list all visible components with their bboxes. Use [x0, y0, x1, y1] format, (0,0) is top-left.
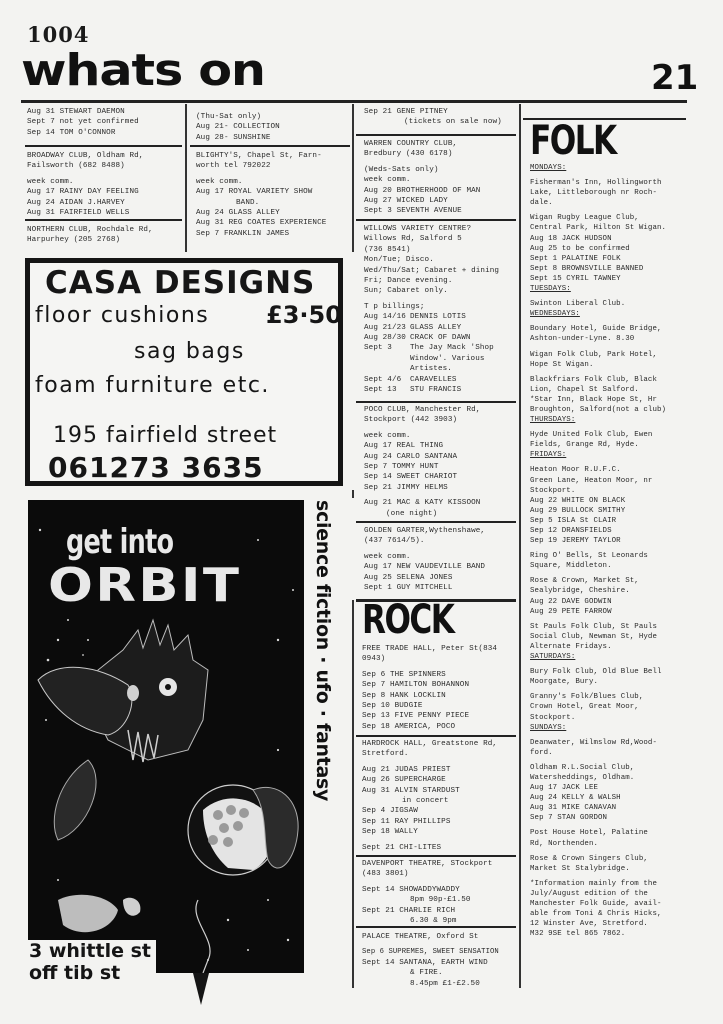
day-heading-fridays: FRIDAYS:: [530, 451, 567, 460]
folk-heading: FOLK: [530, 118, 616, 164]
venue-golden-garter: [364, 526, 516, 593]
event-line: Aug 25 SELENA JONES: [364, 573, 453, 582]
event-line: Sep 7 TOMMY HUNT: [364, 463, 439, 472]
event-line: Aug 17 ROYAL VARIETY SHOW: [196, 188, 313, 197]
section-rule: [356, 134, 516, 136]
day-heading-thursdays: THURSDAYS:: [530, 416, 576, 425]
venue-name: WILLOWS VARIETY CENTRE?: [364, 225, 472, 233]
section-rule: [356, 926, 516, 928]
event-line: Sep 18 AMERICA, POCO: [362, 722, 456, 731]
listing-line: Sep 14 TOM O'CONNOR: [27, 128, 116, 137]
week-note: week comm.: [27, 177, 74, 186]
venue-hardrock-hall: [362, 739, 516, 853]
event-line: Sep 7 FRANKLIN JAMES: [196, 229, 290, 238]
venue-address: Bredbury (430 6178): [364, 150, 453, 159]
billing-act: GLASS ALLEY: [410, 323, 462, 332]
folk-line: Sept 8 BROWNSVILLE BANNED: [530, 264, 644, 273]
folk-line: Ring O' Bells, St Leonards: [530, 552, 648, 561]
week-note: week comm.: [364, 552, 411, 561]
venue-name: WARREN COUNTRY CLUB,: [364, 140, 458, 148]
folk-venue: [530, 551, 690, 571]
footnote-line: July/August edition of the: [530, 889, 648, 898]
folk-line: Social Club, Newman St, Hyde: [530, 632, 657, 641]
schedule-line: Fri; Dance evening.: [364, 277, 453, 286]
billing-row: [364, 343, 516, 353]
event-line: Aug 17 REAL THING: [364, 442, 444, 451]
billing-act: Artistes.: [410, 365, 452, 374]
event-line: BAND.: [236, 198, 260, 207]
section-rule: [25, 219, 182, 221]
gene-pitney-listing: [364, 107, 516, 128]
advert-address: 195 fairfield street: [53, 423, 278, 448]
event-line: Sept 14 SANTANA, EARTH WIND: [362, 958, 488, 967]
folk-line: Alternate Fridays.: [530, 642, 612, 651]
venue-broadway-club: [27, 151, 183, 218]
folk-line: Blackfriars Folk Club, Black: [530, 375, 657, 384]
event-line: Sep 10 BUDGIE: [362, 702, 423, 711]
venue-northern-club: [27, 225, 183, 246]
folk-line: Square, Middleton.: [530, 562, 612, 571]
event-line: Sep 8 HANK LOCKLIN: [362, 691, 446, 700]
event-line: Aug 21 JUDAS PRIEST: [362, 765, 451, 774]
column-divider: [185, 104, 187, 252]
folk-venue: [530, 828, 690, 848]
section-rule: [356, 855, 516, 857]
event-line: Sept 21 CHARLIE RICH: [362, 906, 456, 915]
day-heading-mondays: MONDAYS:: [530, 164, 567, 172]
week-note: week comm.: [196, 177, 243, 186]
folk-line: Fields, Grange Rd, Hyde.: [530, 441, 639, 450]
folk-listings: [530, 163, 690, 939]
column-divider: [352, 600, 354, 988]
venue-note: week comm.: [364, 176, 411, 185]
folk-line: Sep 19 JEREMY TAYLOR: [530, 537, 621, 546]
folk-line: Aug 22 WHITE ON BLACK: [530, 496, 626, 505]
folk-line: Heaton Moor R.U.F.C.: [530, 466, 621, 475]
folk-line: Aug 22 DAVE GODWIN: [530, 597, 612, 606]
folk-line: Stockport.: [530, 713, 576, 722]
event-line: Aug 17 RAINY DAY FEELING: [27, 188, 139, 197]
event-note: & FIRE.: [410, 969, 443, 978]
event-line: Sep 7 HAMILTON BOHANNON: [362, 681, 470, 690]
billing-date: Aug 14/16: [364, 313, 406, 322]
venue-free-trade-hall: [362, 644, 516, 732]
event-note: (one night): [386, 509, 438, 518]
billing-date: Aug 28/30: [364, 334, 406, 343]
event-line: Aug 31 ALVIN STARDUST: [362, 786, 460, 795]
venue-warren-country-club: [364, 139, 516, 217]
event-line: Sep 18 WALLY: [362, 828, 418, 837]
folk-line: Granny's Folk/Blues Club,: [530, 693, 644, 702]
schedule-line: Mon/Tue; Disco.: [364, 256, 434, 265]
folk-line: *Star Inn, Black Hope St, Hr: [530, 395, 657, 404]
orbit-side-caption: science fiction · ufo · fantasy: [312, 500, 334, 802]
venue-address: Stretford.: [362, 750, 409, 759]
event-line: Sept 21 CHI-LITES: [362, 843, 442, 852]
folk-line: Central Park, Hilton St Wigan.: [530, 224, 667, 233]
billing-row: [364, 364, 516, 374]
advert-line: foam furniture etc.: [35, 373, 270, 398]
billing-row: [364, 385, 516, 395]
venue-poco-club: [364, 405, 516, 519]
folk-line: Post House Hotel, Palatine: [530, 829, 648, 838]
folk-line: Broughton, Salford(not a club): [530, 405, 667, 414]
event-line: Aug 24 GLASS ALLEY: [196, 209, 280, 218]
day-heading-saturdays: SATURDAYS:: [530, 653, 576, 662]
event-line: Sep 14 SWEET CHARIOT: [364, 473, 458, 482]
footnote-line: Manchester Folk Guide, avail-: [530, 900, 662, 908]
folk-line: Lion, Chapel St Salford.: [530, 385, 639, 394]
venue-phone: (736 8541): [364, 245, 411, 254]
venue-note: (Weds-Sats only): [364, 165, 439, 174]
event-line: Sep 11 RAY PHILLIPS: [362, 817, 451, 826]
event-line: Sep 21 JIMMY HELMS: [364, 483, 448, 492]
day-heading-sundays: SUNDAYS:: [530, 723, 567, 732]
folk-venue: [530, 667, 690, 687]
folk-line: Hyde United Folk Club, Ewen: [530, 431, 653, 440]
folk-line: Fisherman's Inn, Hollingworth: [530, 179, 662, 188]
folk-line: dale.: [530, 199, 553, 208]
advert-phone: 061273 3635: [48, 451, 264, 484]
billing-row: [364, 323, 516, 333]
listing-line: (Thu-Sat only): [196, 113, 262, 121]
event-note: in concert: [402, 797, 449, 806]
advert-title: CASA DESIGNS: [45, 265, 316, 301]
event-line: Aug 24 AIDAN J.HARVEY: [27, 198, 125, 207]
address-line: 3 whittle st: [29, 940, 151, 962]
schedule-line: Wed/Thu/Sat; Cabaret + dining: [364, 266, 500, 275]
venue-phone: (483 3801): [362, 870, 409, 879]
event-line: Aug 20 BROTHERHOOD OF MAN: [364, 186, 481, 195]
folk-line: Swinton Liberal Club.: [530, 300, 626, 309]
footnote-line: *Information mainly from the: [530, 879, 657, 888]
billing-date: [364, 364, 410, 374]
day-heading-tuesdays: TUESDAYS:: [530, 285, 571, 294]
billing-row: [364, 312, 516, 322]
listing-line: Aug 28- SUNSHINE: [196, 133, 271, 142]
folk-venue: [530, 178, 690, 208]
rock-heading: ROCK: [362, 597, 454, 643]
orbit-advert: [28, 500, 304, 973]
venue-address: Willows Rd, Salford 5: [364, 235, 462, 244]
venue-name: PALACE THEATRE, Oxford St: [362, 933, 479, 941]
footnote-line: 12 Winster Ave, Stretford.: [530, 920, 648, 929]
section-rule: [356, 401, 516, 403]
col1-top-listing: [27, 107, 183, 138]
folk-line: Rd, Northenden.: [530, 839, 599, 848]
venue-name: GOLDEN GARTER,Wythenshawe,: [364, 527, 486, 535]
section-rule: [356, 521, 516, 523]
billing-act: The Jay Mack 'Shop: [410, 344, 494, 353]
folk-line: Hope St Wigan.: [530, 360, 594, 369]
billing-act: DENNIS LOTIS: [410, 313, 466, 322]
folk-venue: [530, 324, 690, 344]
event-line: Sept 14 SHOWADDYWADDY: [362, 885, 460, 894]
folk-line: Aug 29 PETE FARROW: [530, 607, 612, 616]
venue-name: POCO CLUB, Manchester Rd,: [364, 406, 481, 414]
billing-date: Sept 13: [364, 386, 397, 395]
folk-line: Sept 15 CYRIL TAWNEY: [530, 274, 621, 283]
folk-line: Sealybridge, Cheshire.: [530, 587, 630, 596]
event-line: Sept 1 GUY MITCHELL: [364, 584, 453, 593]
column-divider: [519, 104, 521, 988]
day-heading-wednesdays: WEDNESDAYS:: [530, 310, 580, 319]
folk-venue: [530, 465, 690, 546]
orbit-title: ORBIT: [48, 558, 242, 612]
billing-row: [364, 375, 516, 385]
billing-act: Window'. Various: [410, 354, 485, 363]
footnote-line: M32 9SE tel 865 7862.: [530, 930, 626, 939]
venue-address: Harpurhey (205 2768): [27, 236, 121, 245]
folk-venue: [530, 763, 690, 824]
folk-venue: [530, 350, 690, 370]
rocket-tip-decoration: [193, 973, 209, 1005]
column-divider: [352, 104, 354, 252]
week-note: week comm.: [364, 431, 411, 440]
masthead-title: whats on: [21, 45, 265, 96]
folk-line: Ashton-under-Lyne. 8.30: [530, 335, 635, 344]
folk-venue: [530, 576, 690, 616]
event-line: Aug 26 SUPERCHARGE: [362, 776, 446, 785]
venue-phone: 0943): [362, 655, 386, 664]
folk-line: Deanwater, Wilmslow Rd,Wood-: [530, 738, 657, 747]
billing-row: [364, 354, 516, 364]
folk-line: Rose & Crown, Market St,: [530, 577, 639, 586]
orbit-address: [25, 940, 156, 992]
event-line: Sep 21 GENE PITNEY: [364, 108, 448, 116]
event-line: Aug 27 WICKED LADY: [364, 197, 448, 206]
casa-designs-advert: [25, 258, 343, 486]
listing-line: Aug 21- COLLECTION: [196, 123, 280, 132]
folk-footnote: [530, 879, 690, 940]
issue-number: 1004: [27, 22, 90, 47]
folk-line: Aug 24 KELLY & WALSH: [530, 794, 621, 803]
folk-line: Watersheddings, Oldham.: [530, 773, 635, 782]
billing-label: T p billings;: [364, 302, 425, 311]
folk-line: Sep 5 ISLA St CLAIR: [530, 516, 617, 525]
folk-venue: [530, 622, 690, 652]
folk-line: Aug 18 JACK HUDSON: [530, 234, 612, 243]
folk-line: Crown Hotel, Great Moor,: [530, 703, 639, 712]
event-line: Aug 31 REG COATES EXPERIENCE: [196, 219, 327, 228]
event-line: Aug 24 CARLO SANTANA: [364, 452, 458, 461]
section-rule: [356, 219, 516, 221]
billing-date: Sept 3: [364, 344, 392, 353]
folk-line: Aug 17 JACK LEE: [530, 784, 599, 793]
address-line: off tib st: [29, 962, 121, 984]
section-rule: [356, 735, 516, 737]
advert-line: sag bags: [134, 339, 245, 364]
venue-address: worth tel 792022: [196, 162, 271, 171]
venue-name: BROADWAY CLUB, Oldham Rd,: [27, 152, 144, 160]
billing-date: Aug 21/23: [364, 323, 406, 332]
billing-date: Sept 4/6: [364, 375, 402, 384]
col2-top-listing: [196, 112, 350, 143]
event-line: Sep 4 JIGSAW: [362, 807, 418, 816]
event-note: (tickets on sale now): [404, 118, 502, 127]
venue-phone: (437 7614/5).: [364, 537, 425, 546]
event-line: Sep 6 SUPREMES, SWEET SENSATION: [362, 948, 499, 957]
folk-line: Oldham R.L.Social Club,: [530, 763, 635, 772]
event-note: 8.45pm £1-£2.50: [410, 979, 480, 988]
folk-venue: [530, 738, 690, 758]
schedule-line: Sun; Cabaret only.: [364, 287, 448, 296]
event-note: 8pm 90p-£1.50: [410, 896, 471, 905]
folk-line: Sep 12 DRANSFIELDS: [530, 527, 612, 535]
header-rule: [21, 100, 687, 103]
venue-name: FREE TRADE HALL, Peter St(834: [362, 645, 498, 653]
venue-name: DAVENPORT THEATRE, STockport: [362, 860, 493, 868]
event-line: Sep 6 THE SPINNERS: [362, 670, 446, 679]
venue-palace-theatre: [362, 932, 518, 989]
folk-line: Moorgate, Bury.: [530, 678, 599, 687]
folk-venue: [530, 692, 690, 722]
folk-line: Sept 1 PALATINE FOLK: [530, 254, 621, 263]
venue-name: HARDROCK HALL, Greatstone Rd,: [362, 740, 498, 748]
venue-willows-variety-centre: [364, 224, 516, 396]
venue-name: NORTHERN CLUB, Rochdale Rd,: [27, 226, 153, 234]
listing-line: Aug 31 STEWART DAEMON: [27, 108, 125, 116]
orbit-tagline: get into: [66, 522, 174, 562]
folk-line: Boundary Hotel, Guide Bridge,: [530, 325, 662, 334]
event-line: Aug 21 MAC & KATY KISSOON: [364, 499, 481, 508]
venue-address: Failsworth (682 8488): [27, 162, 125, 171]
folk-line: Wigan Folk Club, Park Hotel,: [530, 350, 657, 359]
advert-price: £3·50: [266, 301, 342, 329]
folk-line: Lake, Littleborough nr Roch-: [530, 189, 657, 198]
billing-act: CARAVELLES: [410, 375, 457, 384]
folk-venue: [530, 854, 690, 874]
page-number: 21: [651, 58, 699, 98]
venue-name: BLIGHTY'S, Chapel St, Farn-: [196, 152, 322, 160]
event-line: Aug 17 NEW VAUDEVILLE BAND: [364, 563, 486, 572]
billing-act: CRACK OF DAWN: [410, 334, 471, 343]
folk-line: Wigan Rugby League Club,: [530, 214, 639, 223]
billing-row: [364, 333, 516, 343]
section-rule: [190, 145, 350, 147]
folk-line: Aug 25 to be confirmed: [530, 244, 630, 253]
folk-line: Sep 7 STAN GORDON: [530, 814, 608, 823]
venue-davenport-theatre: [362, 859, 516, 926]
advert-line: floor cushions: [35, 303, 210, 328]
folk-line: ford.: [530, 748, 553, 757]
section-rule: [25, 145, 182, 147]
folk-line: Green Lane, Heaton Moor, nr: [530, 476, 653, 485]
orbit-side-caption-box: [308, 500, 338, 802]
folk-venue: [530, 375, 690, 415]
billing-date: [364, 354, 410, 364]
venue-blightys: [196, 151, 350, 239]
folk-line: St Pauls Folk Club, St Pauls: [530, 622, 657, 631]
column-divider: [352, 490, 354, 498]
footnote-line: able from Toni & Chris Hicks,: [530, 910, 662, 919]
listing-line: Sept 7 not yet confirmed: [27, 118, 139, 127]
folk-line: Stockport.: [530, 486, 576, 495]
event-note: 6.30 & 9pm: [410, 917, 457, 926]
event-line: Sep 13 FIVE PENNY PIECE: [362, 712, 470, 721]
folk-line: Bury Folk Club, Old Blue Bell: [530, 668, 662, 677]
event-line: Sept 3 SEVENTH AVENUE: [364, 207, 462, 216]
folk-line: Market St Stalybridge.: [530, 864, 630, 873]
folk-line: Aug 31 MIKE CANAVAN: [530, 804, 617, 813]
folk-venue: [530, 213, 690, 284]
venue-address: Stockport (442 3903): [364, 416, 458, 425]
folk-line: Rose & Crown Singers Club,: [530, 854, 648, 863]
folk-line: Aug 29 BULLOCK SMITHY: [530, 506, 626, 515]
event-line: Aug 31 FAIRFIELD WELLS: [27, 209, 130, 218]
billing-act: STU FRANCIS: [410, 386, 462, 395]
